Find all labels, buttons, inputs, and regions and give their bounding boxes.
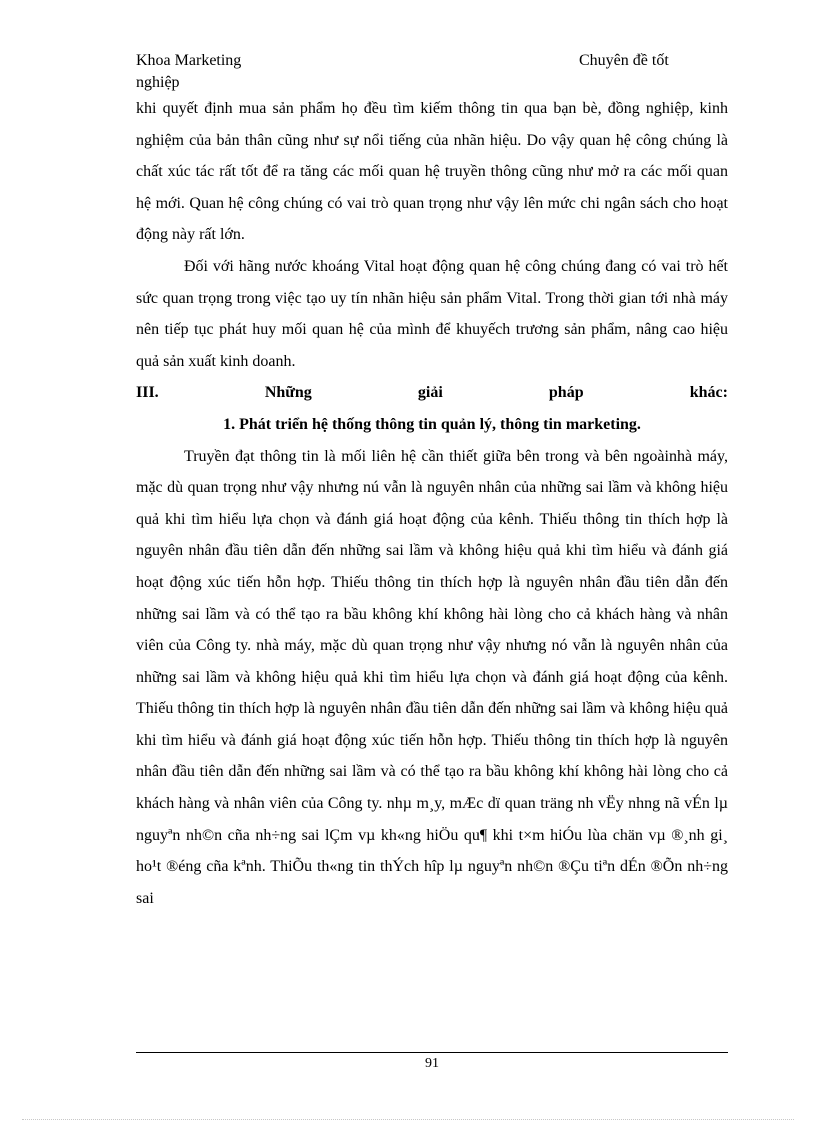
header-document-type-continued: nghiệp: [136, 74, 180, 91]
section-word: pháp: [548, 384, 584, 402]
section-word: Những: [264, 384, 312, 402]
section-word: khác:: [689, 384, 728, 402]
section-number: III.: [136, 384, 159, 402]
section-word: giải: [417, 384, 443, 402]
footer-divider: [136, 1052, 728, 1053]
page-header: [136, 50, 736, 94]
header-document-type: Chuyên đề tốt: [579, 52, 669, 69]
section-heading: [136, 377, 728, 409]
page-bottom-border: [22, 1119, 794, 1120]
page-body: [136, 93, 728, 914]
header-department: Khoa Marketing: [136, 52, 242, 69]
paragraph-information: Truyền đạt thông tin là mối liên hệ cần thiết giữa bên trong và bên ngoàinhà máy, mặc dù quan trọng như vậy nhưng nú vẫn là nguyên nhân của những sai lầm và không hiệu quả khi tìm hiểu lựa chọn và đánh giá hoạt động của kênh. Thiếu thông tin thích hợp là nguyên nhân đầu tiên dẫn đến những sai lầm và không hiệu quả khi tìm hiểu và đánh giá hoạt động xúc tiến hỗn hợp. Thiếu thông tin thích hợp là nguyên nhân đầu tiên dẫn đến những sai lầm và có thể tạo ra bầu không khí không hài lòng cho cả khách hàng và nhân viên của Công ty. nhà máy, mặc dù quan trọng như vậy nhưng nó vẫn là nguyên nhân của những sai lầm và không hiệu quả khi tìm hiểu lựa chọn và đánh giá hoạt động của kênh. Thiếu thông tin thích hợp là nguyên nhân đầu tiên dẫn đến những sai lầm và không hiệu quả khi tìm hiểu và đánh giá hoạt động xúc tiến hỗn hợp. Thiếu thông tin thích hợp là nguyên nhân đầu tiên dẫn đến những sai lầm và có thể tạo ra bầu không khí không hài lòng cho cả khách hàng và nhân viên của Công ty. nhµ m¸y, mÆc dï quan träng nh vËy nhng nã vÉn lµ nguyªn nh©n cña nh÷ng sai lÇm vµ kh«ng hiÖu qu¶ khi t×m hiÓu lùa chän vµ ®¸nh gi¸ ho¹t ®éng cña kªnh. ThiÕu th«ng tin thÝch hîp lµ nguyªn nh©n ®Çu tiªn dÉn ®Õn nh÷ng sai: [136, 447, 728, 907]
subsection-heading: 1. Phát triển hệ thống thông tin quản lý, thông tin marketing.: [223, 415, 641, 433]
paragraph-vital: Đối với hãng nước khoáng Vital hoạt động quan hệ công chúng đang có vai trò hết sức quan trọng trong việc tạo uy tín nhãn hiệu sản phẩm Vital. Trong thời gian tới nhà máy nên tiếp tục phát huy mối quan hệ của mình để khuyếch trương sản phẩm, nâng cao hiệu quả sản xuất kinh doanh.: [136, 257, 728, 370]
paragraph-continuation: khi quyết định mua sản phẩm họ đều tìm kiếm thông tin qua bạn bè, đồng nghiệp, kinh nghiệm của bản thân cũng như sự nổi tiếng của nhãn hiệu. Do vậy quan hệ công chúng là chất xúc tác rất tốt để ra tăng các mối quan hệ truyền thông cũng như mở ra các mối quan hệ mới. Quan hệ công chúng có vai trò quan trọng như vậy lên mức chi ngân sách cho hoạt động này rất lớn.: [136, 100, 728, 244]
page-number: 91: [425, 1056, 439, 1071]
